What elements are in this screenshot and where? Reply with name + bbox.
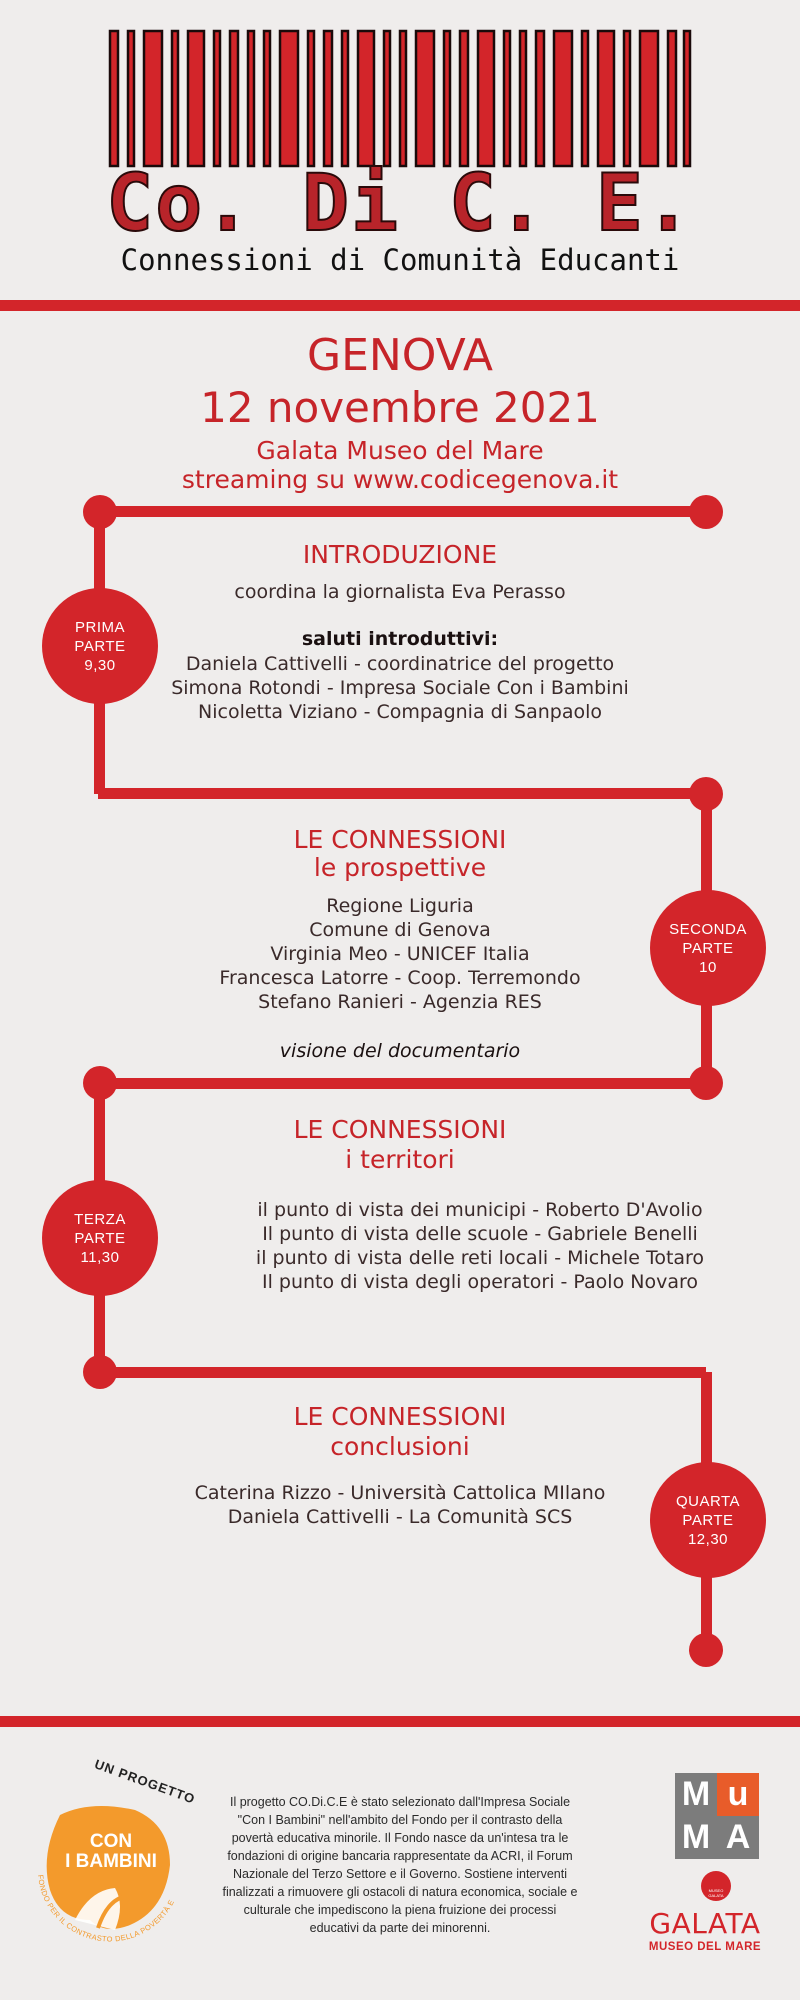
section-title: LE CONNESSIONI <box>293 825 507 854</box>
codice-logo-text: Co. Di C. E. <box>106 159 694 249</box>
galata-emblem-text: MUSEO GALATA <box>708 1888 724 1898</box>
list-item: il punto di vista delle reti locali - Michele Totaro <box>255 1247 705 1269</box>
badge-label: QUARTA <box>675 1492 741 1510</box>
event-date: 12 novembre 2021 <box>200 383 600 432</box>
list-item: Daniela Cattivelli - coordinatrice del progetto <box>185 653 615 675</box>
con-label: CON <box>89 1831 133 1852</box>
timeline-dot <box>689 1066 723 1100</box>
list-item: Nicoletta Viziano - Compagnia di Sanpaolo <box>198 701 602 723</box>
badge-label: SECONDA <box>669 920 747 938</box>
timeline-dot <box>83 1066 117 1100</box>
divider-bottom <box>0 1716 800 1727</box>
section-label: saluti introduttivi: <box>301 628 499 650</box>
muma-letter: A <box>717 1816 759 1859</box>
event-venue: Galata Museo del Mare <box>256 436 544 465</box>
section-subtitle: i territori <box>345 1145 455 1174</box>
galata-logo <box>640 1773 770 1963</box>
galata-tagline: MUSEO DEL MARE <box>648 1941 762 1953</box>
project-description: Il progetto CO.Di.C.E è stato selezionato dall'Impresa Sociale "Con I Bambini" nell'ambito del Fondo per il contrasto della povertà educativa minorile. Il Fondo nasce da un'intesa tra le fondazioni di origine bancaria rappresentate da ACRI, il Forum Nazionale del Terzo Settore e il Governo. Sostiene interventi finalizzati a rimuovere gli ostacoli di natura economica, sociale e culturale che impediscono la piena fruizione dei processi educativi da parte dei minorenni. <box>222 1795 578 1935</box>
muma-letter: M <box>675 1773 717 1816</box>
timeline-line <box>98 1078 706 1089</box>
list-item: Caterina Rizzo - Università Cattolica MIlano <box>194 1482 606 1504</box>
galata-emblem-icon <box>701 1871 731 1901</box>
section-note: visione del documentario <box>279 1040 521 1062</box>
header-subtitle: Connessioni di Comunità Educanti <box>120 243 680 277</box>
section-title: LE CONNESSIONI <box>293 1115 507 1144</box>
barcode-icon <box>100 28 700 168</box>
badge-label: TERZA <box>74 1210 126 1228</box>
un-progetto-label: UN PROGETTO <box>92 1756 198 1807</box>
timeline-dot <box>689 1633 723 1667</box>
badge-label: PARTE <box>74 1229 126 1247</box>
section-title: LE CONNESSIONI <box>293 1402 507 1431</box>
list-item: Il punto di vista degli operatori - Paolo Novaro <box>261 1271 698 1293</box>
muma-logo-icon <box>675 1773 759 1859</box>
badge-label: PARTE <box>682 1511 734 1529</box>
list-item: Comune di Genova <box>309 919 491 941</box>
badge-time: 9,30 <box>84 656 116 674</box>
timeline-line <box>98 788 706 799</box>
timeline-line <box>98 1367 706 1378</box>
badge-time: 10 <box>699 958 717 976</box>
list-item: Daniela Cattivelli - La Comunità SCS <box>227 1506 573 1528</box>
section-title: INTRODUZIONE <box>302 540 498 569</box>
list-item: Il punto di vista delle scuole - Gabriele Benelli <box>262 1223 698 1245</box>
badge-label: PARTE <box>682 939 734 957</box>
section-intro: coordina la giornalista Eva Perasso <box>234 581 566 603</box>
muma-letter: u <box>717 1773 759 1816</box>
i-bambini-label: I BAMBINI <box>65 1851 157 1872</box>
timeline-line <box>98 506 706 517</box>
badge-label: PARTE <box>74 637 126 655</box>
section-subtitle: conclusioni <box>330 1432 470 1461</box>
ring-text: FONDO PER IL CONTRASTO DELLA POVERTÀ E <box>35 1874 177 1944</box>
timeline-dot <box>689 495 723 529</box>
timeline-dot <box>83 495 117 529</box>
list-item: Virginia Meo - UNICEF Italia <box>270 943 530 965</box>
section-subtitle: le prospettive <box>313 853 487 882</box>
badge-time: 12,30 <box>687 1530 729 1548</box>
list-item: il punto di vista dei municipi - Roberto D'Avolio <box>257 1199 703 1221</box>
event-city: GENOVA <box>306 330 494 381</box>
badge-time: 11,30 <box>80 1248 120 1266</box>
list-item: Regione Liguria <box>326 895 474 917</box>
muma-letter: M <box>675 1816 717 1859</box>
list-item: Simona Rotondi - Impresa Sociale Con i Bambini <box>171 677 629 699</box>
timeline-dot <box>689 777 723 811</box>
list-item: Francesca Latorre - Coop. Terremondo <box>219 967 581 989</box>
badge-label: PRIMA <box>74 618 125 636</box>
event-streaming-link[interactable]: streaming su www.codicegenova.it <box>181 465 619 494</box>
con-i-bambini-logo <box>20 1756 205 1945</box>
list-item: Stefano Ranieri - Agenzia RES <box>258 991 542 1013</box>
divider-top <box>0 300 800 311</box>
galata-name: GALATA <box>649 1907 761 1940</box>
timeline-dot <box>83 1355 117 1389</box>
